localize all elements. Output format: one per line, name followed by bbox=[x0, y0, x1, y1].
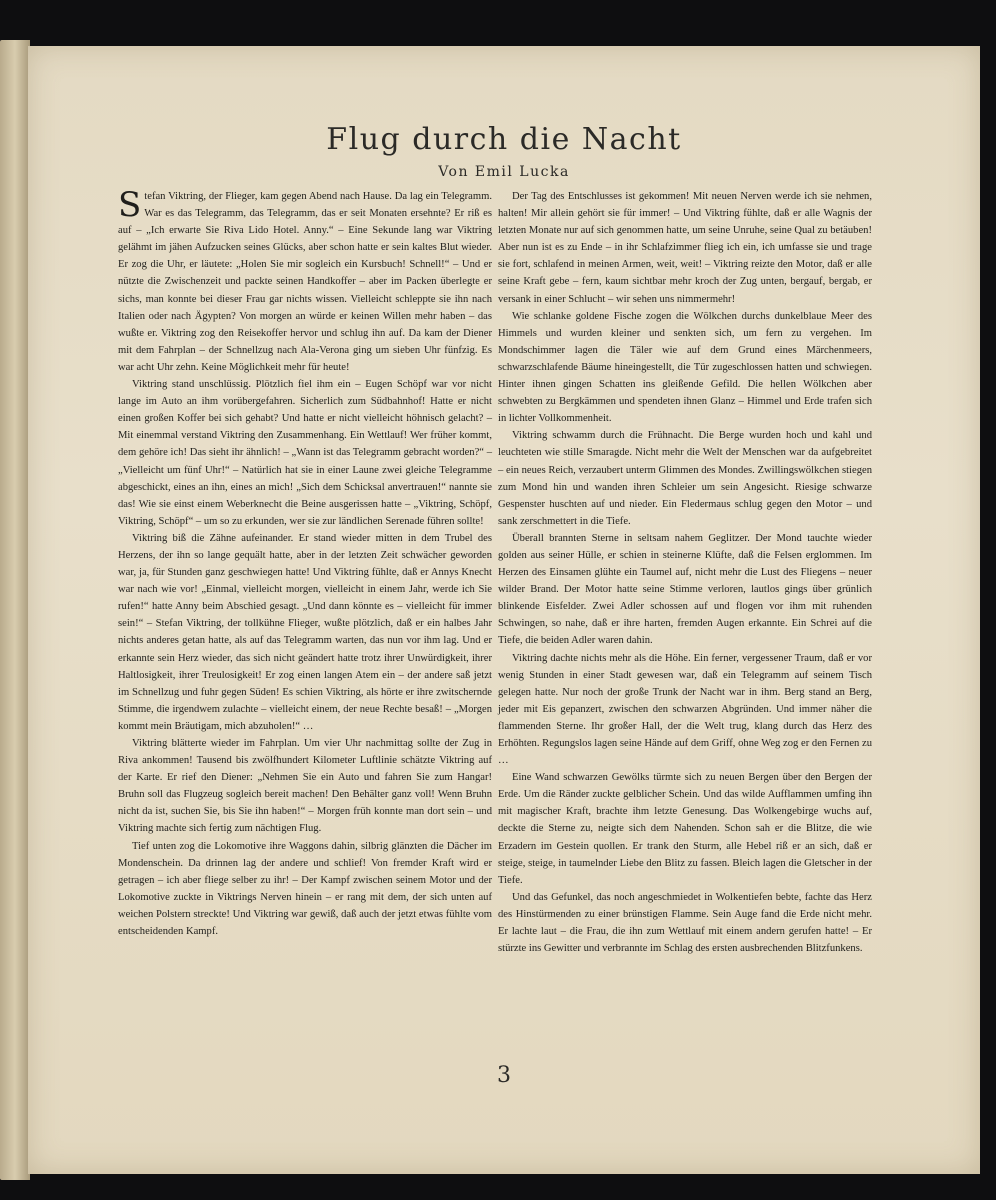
paragraph: Der Tag des Entschlusses ist gekommen! Mit neuen Nerven werde ich sie nehmen, halten! Mir allein gehört sie für immer! – Und Viktring fühlte, daß er alle Wagnis der letzten Monate nur auf sich genommen hatte, um seine Unruhe, seine Qual zu betäuben! Aber nun ist es zu Ende – in ihr Schlafzimmer flieg ich ein, ich umfasse sie und trage sie fort, schlafend in meinen Armen, weit, weit! – Viktring reizte den Motor, daß er alle seine Kraft gebe – fern, kaum sichtbar mehr kroch der Zug unten, bergauf, bergab, er versank in einer Schlucht – wir sehen uns nimmermehr! bbox=[498, 191, 872, 305]
paragraph: Tief unten zog die Lokomotive ihre Waggons dahin, silbrig glänzten die Dächer im Mondenschein. Da drinnen lag der andere und schlief! Von fremder Kraft wird er getragen – ich aber fliege selber zu ihr! – Der Kampf zwischen seinem Motor und der Lokomotive zuckte in Viktrings Nerven hinein – er rang mit dem, der sich unten auf weichen Polstern streckte! Und Viktring war gewiß, daß auch der jetzt etwas fühlte vom entscheidenden Kampf. bbox=[118, 840, 492, 938]
paragraph: Viktring blätterte wieder im Fahrplan. Um vier Uhr nachmittag sollte der Zug in Riva ankommen! Tausend bis zwölfhundert Kilometer Luftlinie schätzte Viktring auf der Karte. Er rief den Diener: „Nehmen Sie ein Auto und fahren Sie zum Hangar! Bruhn soll das Flugzeug sogleich bereit machen! Den Behälter ganz voll! Wenn Bruhn nicht da ist, suchen Sie, bis Sie ihn haben!“ – Morgen früh konnte man dort sein – und Viktring machte sich fertig zum nächtigen Flug. bbox=[118, 738, 492, 835]
magazine-page bbox=[28, 46, 980, 1174]
paragraph: Viktring stand unschlüssig. Plötzlich fiel ihm ein – Eugen Schöpf war vor nicht lange im Auto an ihm vorübergefahren. Sicherlich zum Südbahnhof! Hatte er nicht einen großen Koffer bei sich gehabt? Und hatte er nicht vielleicht höhnisch gelacht? – Mit einemmal verstand Viktring den Zusammenhang. Ein Wettlauf! Wer früher kommt, dem gehöre ich! Das sieht ihr ähnlich! – „Wann ist das Telegramm gebracht worden?“ – „Vielleicht um fünf Uhr!“ – Natürlich hat sie in einer Laune zwei gleiche Telegramme abgeschickt, eines an ihn, eines an mich! „Sich dem Schicksal anvertrauen!“ nannte sie das! Wie sie einst einem Weberknecht die Beine ausgerissen hatte – „Viktring, Schöpf, Viktring, Schöpf“ – um so zu erkunden, wer sie zur ländlichen Serenade führen sollte! bbox=[118, 379, 492, 527]
paragraph: Eine Wand schwarzen Gewölks türmte sich zu neuen Bergen über den Bergen der Erde. Um die Ränder zuckte gelblicher Schein. Und das wilde Aufflammen umfing ihn mit magischer Kraft, brachte ihm letzte Genesung. Das Wolkengebirge wuchs auf, deckte die Sterne zu, neigte sich dem Nahenden. Schon sah er die Blitze, die wie Erzadern im Gestein quollen. Er trank den Sturm, alle Hebel riß er an sich, daß er steige, steige, in taumelnder Liebe den Blitz zu fassen. Bleich lagen die Gletscher in der Tiefe. bbox=[498, 772, 872, 886]
binding-spine bbox=[0, 40, 30, 1180]
paragraph: Viktring dachte nichts mehr als die Höhe. Ein ferner, vergessener Traum, daß er vor wenig Stunden in einer Stadt gewesen war, daß ein Telegramm auf seinem Tisch gelegen hatte. Nur noch der große Trunk der Nacht war in ihm. Berg stand an Berg, jeder mit Eis gepanzert, zwischen den schwarzen Abgründen. Und immer näher die flammenden Sterne. Ihr großer Hall, der die Welt trug, klang durch das Herz des Erhöhten. Regungslos lagen seine Hände auf dem Griff, ohne Weg zog er den Fernen zu … bbox=[498, 652, 872, 767]
paragraph bbox=[118, 185, 492, 376]
right-column bbox=[498, 188, 872, 957]
paragraph-text: tefan Viktring, der Flieger, kam gegen Abend nach Hause. Da lag ein Telegramm. War es das Telegramm, das Telegramm, das er seit Monaten ersehnte? Er riß es auf – „Ich erwarte Sie Riva Lido Hotel. Anny.“ – Eine Sekunde lang war Viktring gelähmt im jähen Aufzucken seines Glücks, aber schon hatte er sein kaltes Blut wieder. Er zog die Uhr, er läutete: „Holen Sie mir sogleich ein Kursbuch! Schnell!“ – Und er nützte die Zwischenzeit und packte seinen Handkoffer – aber im Packen überlegte er sichs, man konnte bei dieser Frau gar nichts wissen. Vielleicht schleppte sie ihn nach Italien oder nach Ägypten? Von morgen an würde er keinen Willen mehr haben – das wußte er. Viktring zog den Reisekoffer hervor und schlug ihn auf. Da kam der Diener mit dem Fahrplan – der Schnellzug nach Ala-Verona ging um sieben Uhr fünfzig. Es war acht Uhr zehn. Keine Möglichkeit mehr für heute! bbox=[118, 191, 492, 373]
paragraph: Überall brannten Sterne in seltsam nahem Geglitzer. Der Mond tauchte wieder golden aus seiner Hülle, er schien in steinerne Klüfte, daß die Felsen erglommen. Im Herzen des Einsamen glühte ein Taumel auf, nicht mehr die Lust des Fliegens – neuer wilder Brand. Der Motor hatte seine Stimme verloren, lautlos gings über grünlich blinkende Eisfelder. Zwei Adler schossen auf und flogen vor ihm mit ruhenden Schwingen, so nahe, daß er ihre harten, fremden Augen erkannte. Ein Schrei auf die Tiefe, die beiden Adler waren dahin. bbox=[498, 532, 872, 647]
paragraph: Und das Gefunkel, das noch angeschmiedet in Wolkentiefen bebte, fachte das Herz des Hinstürmenden zu einer brünstigen Flamme. Sein Auge fand die Erde nicht mehr. Er lachte laut – die Frau, die ihn zum Wettlauf mit einem andern gerufen hatte! – Er stürzte ins Gewitter und verbrannte im Schlag des ersten ausbrechenden Blitzfunkens. bbox=[498, 891, 872, 955]
drop-cap: S bbox=[118, 185, 142, 225]
left-column bbox=[118, 185, 492, 940]
article-title: Flug durch die Nacht bbox=[326, 122, 682, 157]
paragraph: Viktring biß die Zähne aufeinander. Er stand wieder mitten in dem Trubel des Herzens, der ihn so lange gequält hatte, aber in der letzten Zeit schwächer geworden war, ja, für Stunden ganz geschwiegen hatte! Und Viktring fühlte, daß er Annys Knecht war nach wie vor! „Einmal, vielleicht morgen, vielleicht in einem Jahr, werde ich Sie rufen!“ hatte Anny beim Abschied gesagt. „Und dann könnte es – vielleicht für immer sein!“ – Stefan Viktring, der tollkühne Flieger, wußte plötzlich, daß er ein halbes Jahr nichts anderes getan hatte, als auf das Telegramm warten, das nun vor ihm lag. Und er erkannte sein Herz wieder, das sich nicht geändert hatte trotz ihrer Unwürdigkeit, ihrer Haltlosigkeit, ihrer Treulosigkeit! Er zog einen langen Atem ein – der andere saß jetzt im Schnellzug und fuhr gegen Süden! Es schien Viktring, als hörte er ihre zwitschernde Stimme, die irgendwem zulachte – vielleicht einem, der neue Rechte besaß! – „Morgen kommt mein Bräutigam, mich abzuholen!“ … bbox=[118, 532, 492, 732]
paragraph: Wie schlanke goldene Fische zogen die Wölkchen durchs dunkelblaue Meer des Himmels und wurden kleiner und senkten sich, um fern zu vergehen. Im Mondschimmer lagen die Täler wie auf dem Grund eines Märchenmeers, schwarzschlafende Bäume hineingestellt, die Tür zugeschlossen hatten und schwiegen. Hinter ihnen gingen Schatten ins gleißende Gefild. Die hellen Wölkchen aber schwebten zu Bergkämmen und spendeten ihnen Glanz – Himmel und Erde trafen sich in lichter Vollkommenheit. bbox=[498, 310, 872, 425]
page-number: 3 bbox=[497, 1063, 511, 1088]
article-byline: Von Emil Lucka bbox=[438, 164, 570, 180]
paragraph: Viktring schwamm durch die Frühnacht. Die Berge wurden hoch und kahl und leuchteten wie stille Smaragde. Nicht mehr die Welt der Menschen war da aufgebreitet – ein neues Reich, verzaubert unterm Glimmen des Mondes. Zwillingswölkchen stiegen zum Mond hin und wanden ihren Schleier um sein Angesicht. Riesige schwarze Gespenster huschten auf und nieder. Ein Fledermaus schlug gegen den Motor – und sank zerschmettert in die Tiefe. bbox=[498, 430, 872, 527]
